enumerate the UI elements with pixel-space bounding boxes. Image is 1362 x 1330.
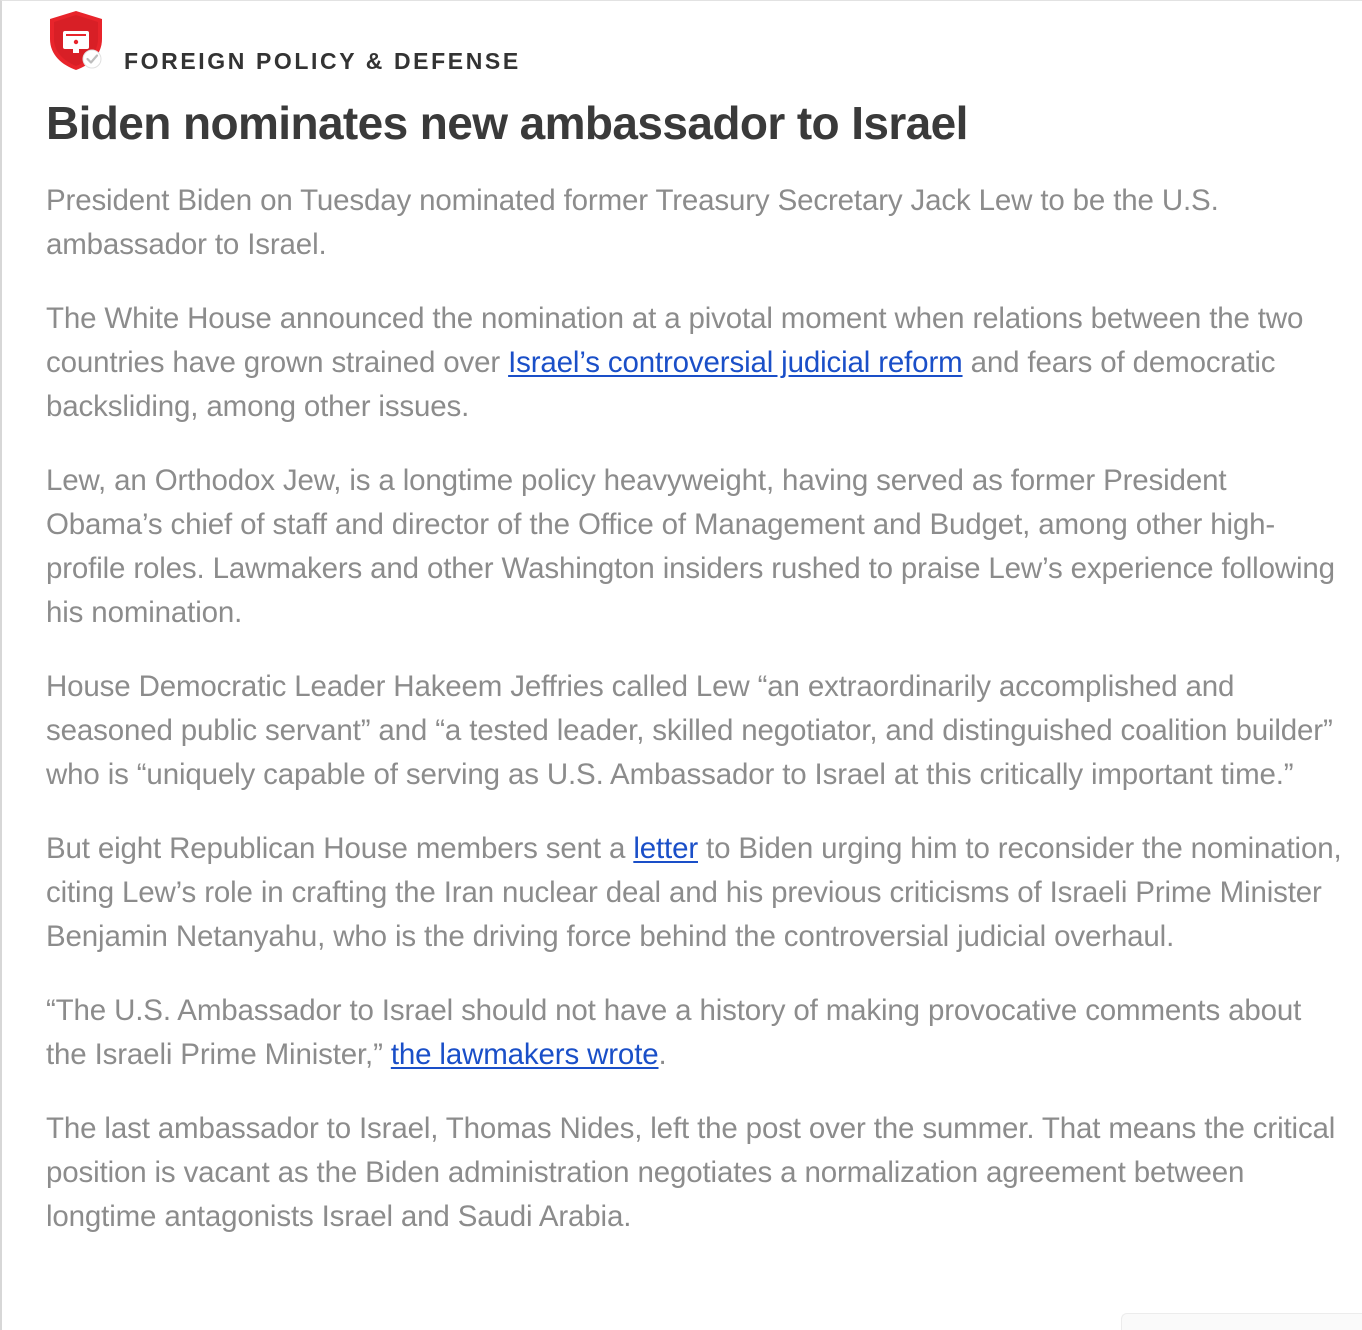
article-paragraph [46,1107,1346,1239]
inline-link[interactable]: Israel’s controversial judicial reform [508,346,963,379]
article [46,9,1346,1269]
inline-link[interactable]: letter [633,832,698,865]
inline-link[interactable]: the lawmakers wrote [390,1038,659,1071]
section-header [46,9,1346,79]
article-paragraph [46,459,1346,635]
article-body [46,179,1346,1239]
shield-badge-icon [46,9,106,71]
paragraph-text: to Biden urging him to reconsider the nomination, citing Lew’s role in crafting the Iran nuclear deal and his previous criticisms of Israeli Prime Minister Benjamin Netanyahu, who is the driving force behind the controversial judicial overhaul. [46,832,1342,953]
paragraph-text: The White House announced the nomination at a pivotal moment when relations between the two countries have grown strained over [46,302,1304,379]
article-paragraph [46,827,1346,959]
paragraph-text: House Democratic Leader Hakeem Jeffries called Lew “an extraordinarily accomplished and seasoned public servant” and “a tested leader, skilled negotiator, and distinguished coalition builder” who is “uniquely capable of serving as U.S. Ambassador to Israel at this critically important time.” [46,670,1333,791]
paragraph-text: The last ambassador to Israel, Thomas Nides, left the post over the summer. That means the critical position is vacant as the Biden administration negotiates a normalization agreement between longtime antagonists Israel and Saudi Arabia. [46,1112,1336,1233]
article-paragraph [46,297,1346,429]
paragraph-text: “The U.S. Ambassador to Israel should not have a history of making provocative comments about the Israeli Prime Minister,” [46,994,1302,1071]
paragraph-text: Lew, an Orthodox Jew, is a longtime policy heavyweight, having served as former President Obama’s chief of staff and director of the Office of Management and Budget, among other high-profile roles. Lawmakers and other Washington insiders rushed to praise Lew’s experience following his nomination. [46,464,1335,629]
article-paragraph [46,665,1346,797]
article-paragraph [46,179,1346,267]
paragraph-text: . [658,1038,667,1071]
article-headline: Biden nominates new ambassador to Israel [46,97,968,149]
paragraph-text: President Biden on Tuesday nominated former Treasury Secretary Jack Lew to be the U.S. ambassador to Israel. [46,184,1219,261]
section-label[interactable]: FOREIGN POLICY & DEFENSE [124,48,521,74]
paragraph-text: But eight Republican House members sent a [46,832,634,865]
corner-widget [1121,1313,1362,1330]
paragraph-text: and fears of democratic backsliding, among other issues. [46,346,1276,423]
article-paragraph [46,989,1346,1077]
